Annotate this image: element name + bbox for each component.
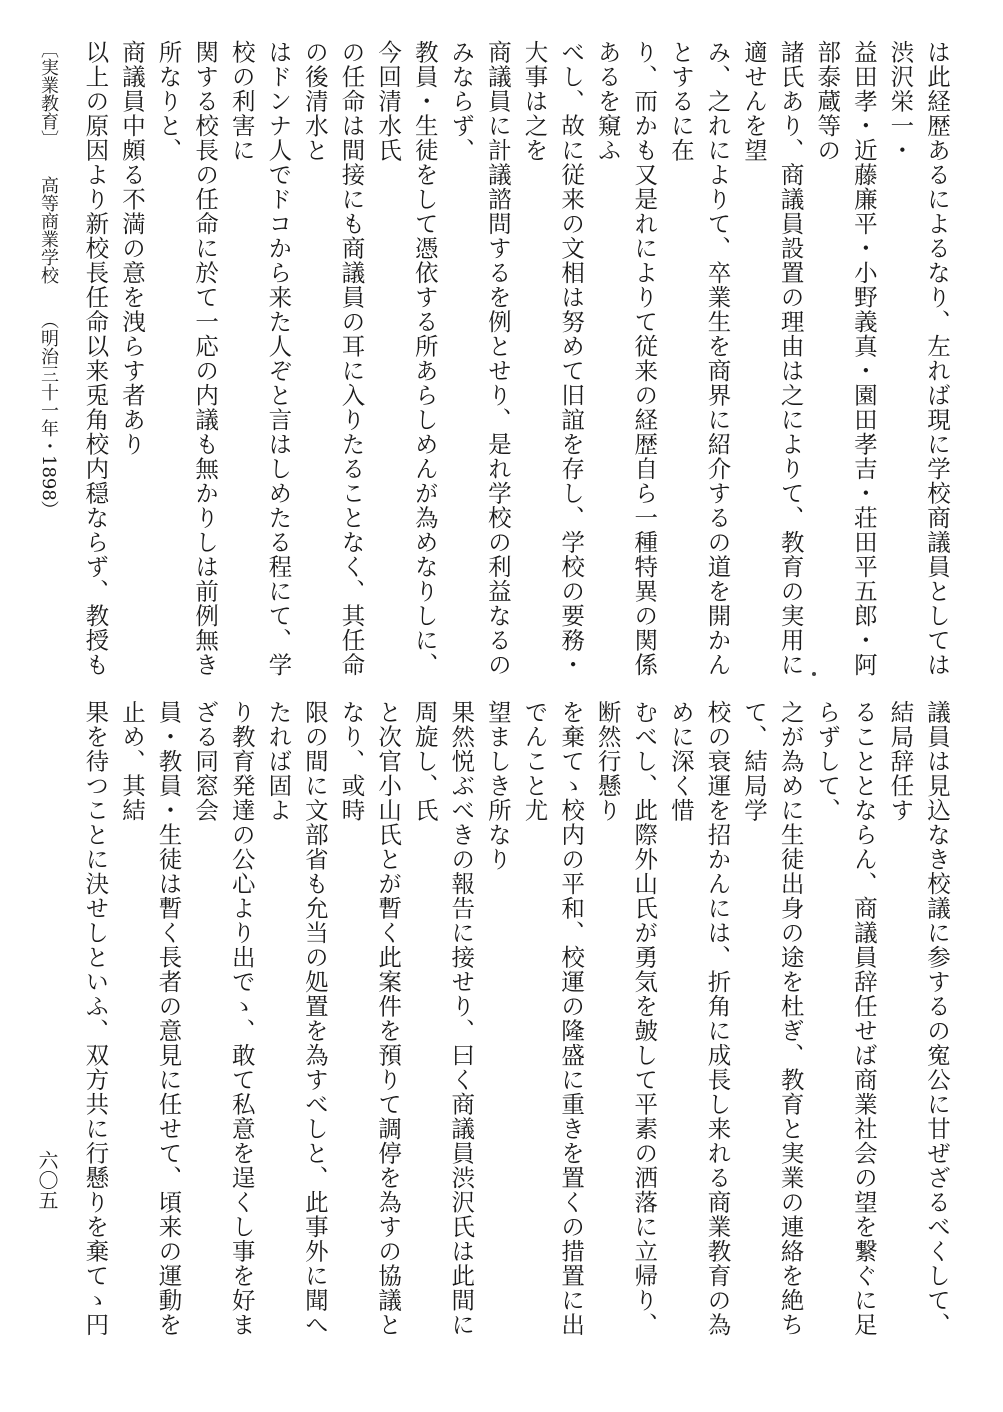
page-number: 六〇五: [35, 1150, 59, 1210]
text-column: と次官小山氏とが暫く此案件を預りて調停を為すの協議となり、或時: [337, 700, 403, 1337]
text-column: 商議員中頗る不満の意を洩らす者あり: [117, 40, 146, 457]
running-head-date: （明治三十一年・1898）: [38, 311, 59, 520]
text-column: むべし、此際外山氏が勇気を皷して平素の洒落に立帰り、断然行懸り: [593, 700, 659, 1337]
text-column: 限の間に文部省も允当の処置を為すべしと、此事外に聞へたれば固よ: [264, 700, 329, 1337]
text-column: 教員・生徒をして憑依する所あらしめんが為めなりしに、今回清水氏: [374, 40, 439, 677]
text-column: はドンナ人でドコから来た人ぞと言はしめたる程にて、学校の利害に: [227, 40, 293, 677]
text-column: を棄てゝ校内の平和、校運の隆盛に重きを置くの措置に出でんこと尤: [520, 700, 586, 1337]
text-column: み、之れによりて、卒業生を商界に紹介するの道を開かんとするに在: [666, 40, 732, 677]
lower-text-block: [75, 700, 955, 1360]
text-column: 関する校長の任命に於て一応の内議も無かりしは前例無き所なりと、: [154, 40, 220, 677]
text-column: 員・教員・生徒は暫く長者の意見に任せて、頃来の運動を止め、其結: [117, 700, 183, 1337]
running-head-title: 高等商業学校: [38, 175, 59, 284]
text-column: は此経歴あるによるなり、左れば現に学校商議員としては渋沢栄一・: [886, 40, 951, 677]
text-column: 以上の原因より新校長任命以来兎角校内穏ならず、教授も: [81, 40, 110, 677]
text-column: の任命は間接にも商議員の耳に入りたることなく、其任命の後清水と: [300, 40, 366, 677]
upper-text-block: [75, 40, 955, 680]
text-column: 望ましき所なり: [483, 700, 512, 872]
text-column: 校の衰運を招かんには、折角に成長し来れる商業教育の為めに深く惜: [666, 700, 732, 1337]
text-column: 果を待つことに決せしといふ、双方共に行懸りを棄てゝ円: [81, 700, 110, 1337]
text-column: ることとならん、商議員辞任せば商業社会の望を繋ぐに足らずして、: [813, 700, 878, 1337]
text-column: 之が為めに生徒出身の途を杜ぎ、教育と実業の連絡を絶ちて、結局学: [740, 700, 805, 1337]
text-column: べし、故に従来の文相は努めて旧誼を存し、学校の要務・大事は之を: [520, 40, 586, 677]
ink-dot: [812, 672, 816, 676]
running-head: [28, 40, 68, 720]
text-column: り、而かも又是れによりて従来の経歴自ら一種特異の関係あるを窺ふ: [593, 40, 659, 677]
text-column: 議員は見込なき校議に参するの寃公に甘ぜざるべくして、結局辞任す: [886, 700, 951, 1337]
text-column: 益田孝・近藤廉平・小野義真・園田孝吉・荘田平五郎・阿部泰蔵等の: [813, 40, 878, 677]
text-column: り教育発達の公心より出でゝ、敢て私意を逞くし事を好まざる同窓会: [191, 700, 256, 1337]
text-column: 諸氏あり、商議員設置の理由は之によりて、教育の実用に適せんを望: [740, 40, 805, 677]
text-column: 果然悦ぶべきの報告に接せり、曰く商議員渋沢氏は此間に周旋し、氏: [410, 700, 476, 1337]
text-column: 商議員に計議諮問するを例とせり、是れ学校の利益なるのみならず、: [447, 40, 512, 677]
running-head-label: 〔実業教育〕: [38, 40, 59, 148]
